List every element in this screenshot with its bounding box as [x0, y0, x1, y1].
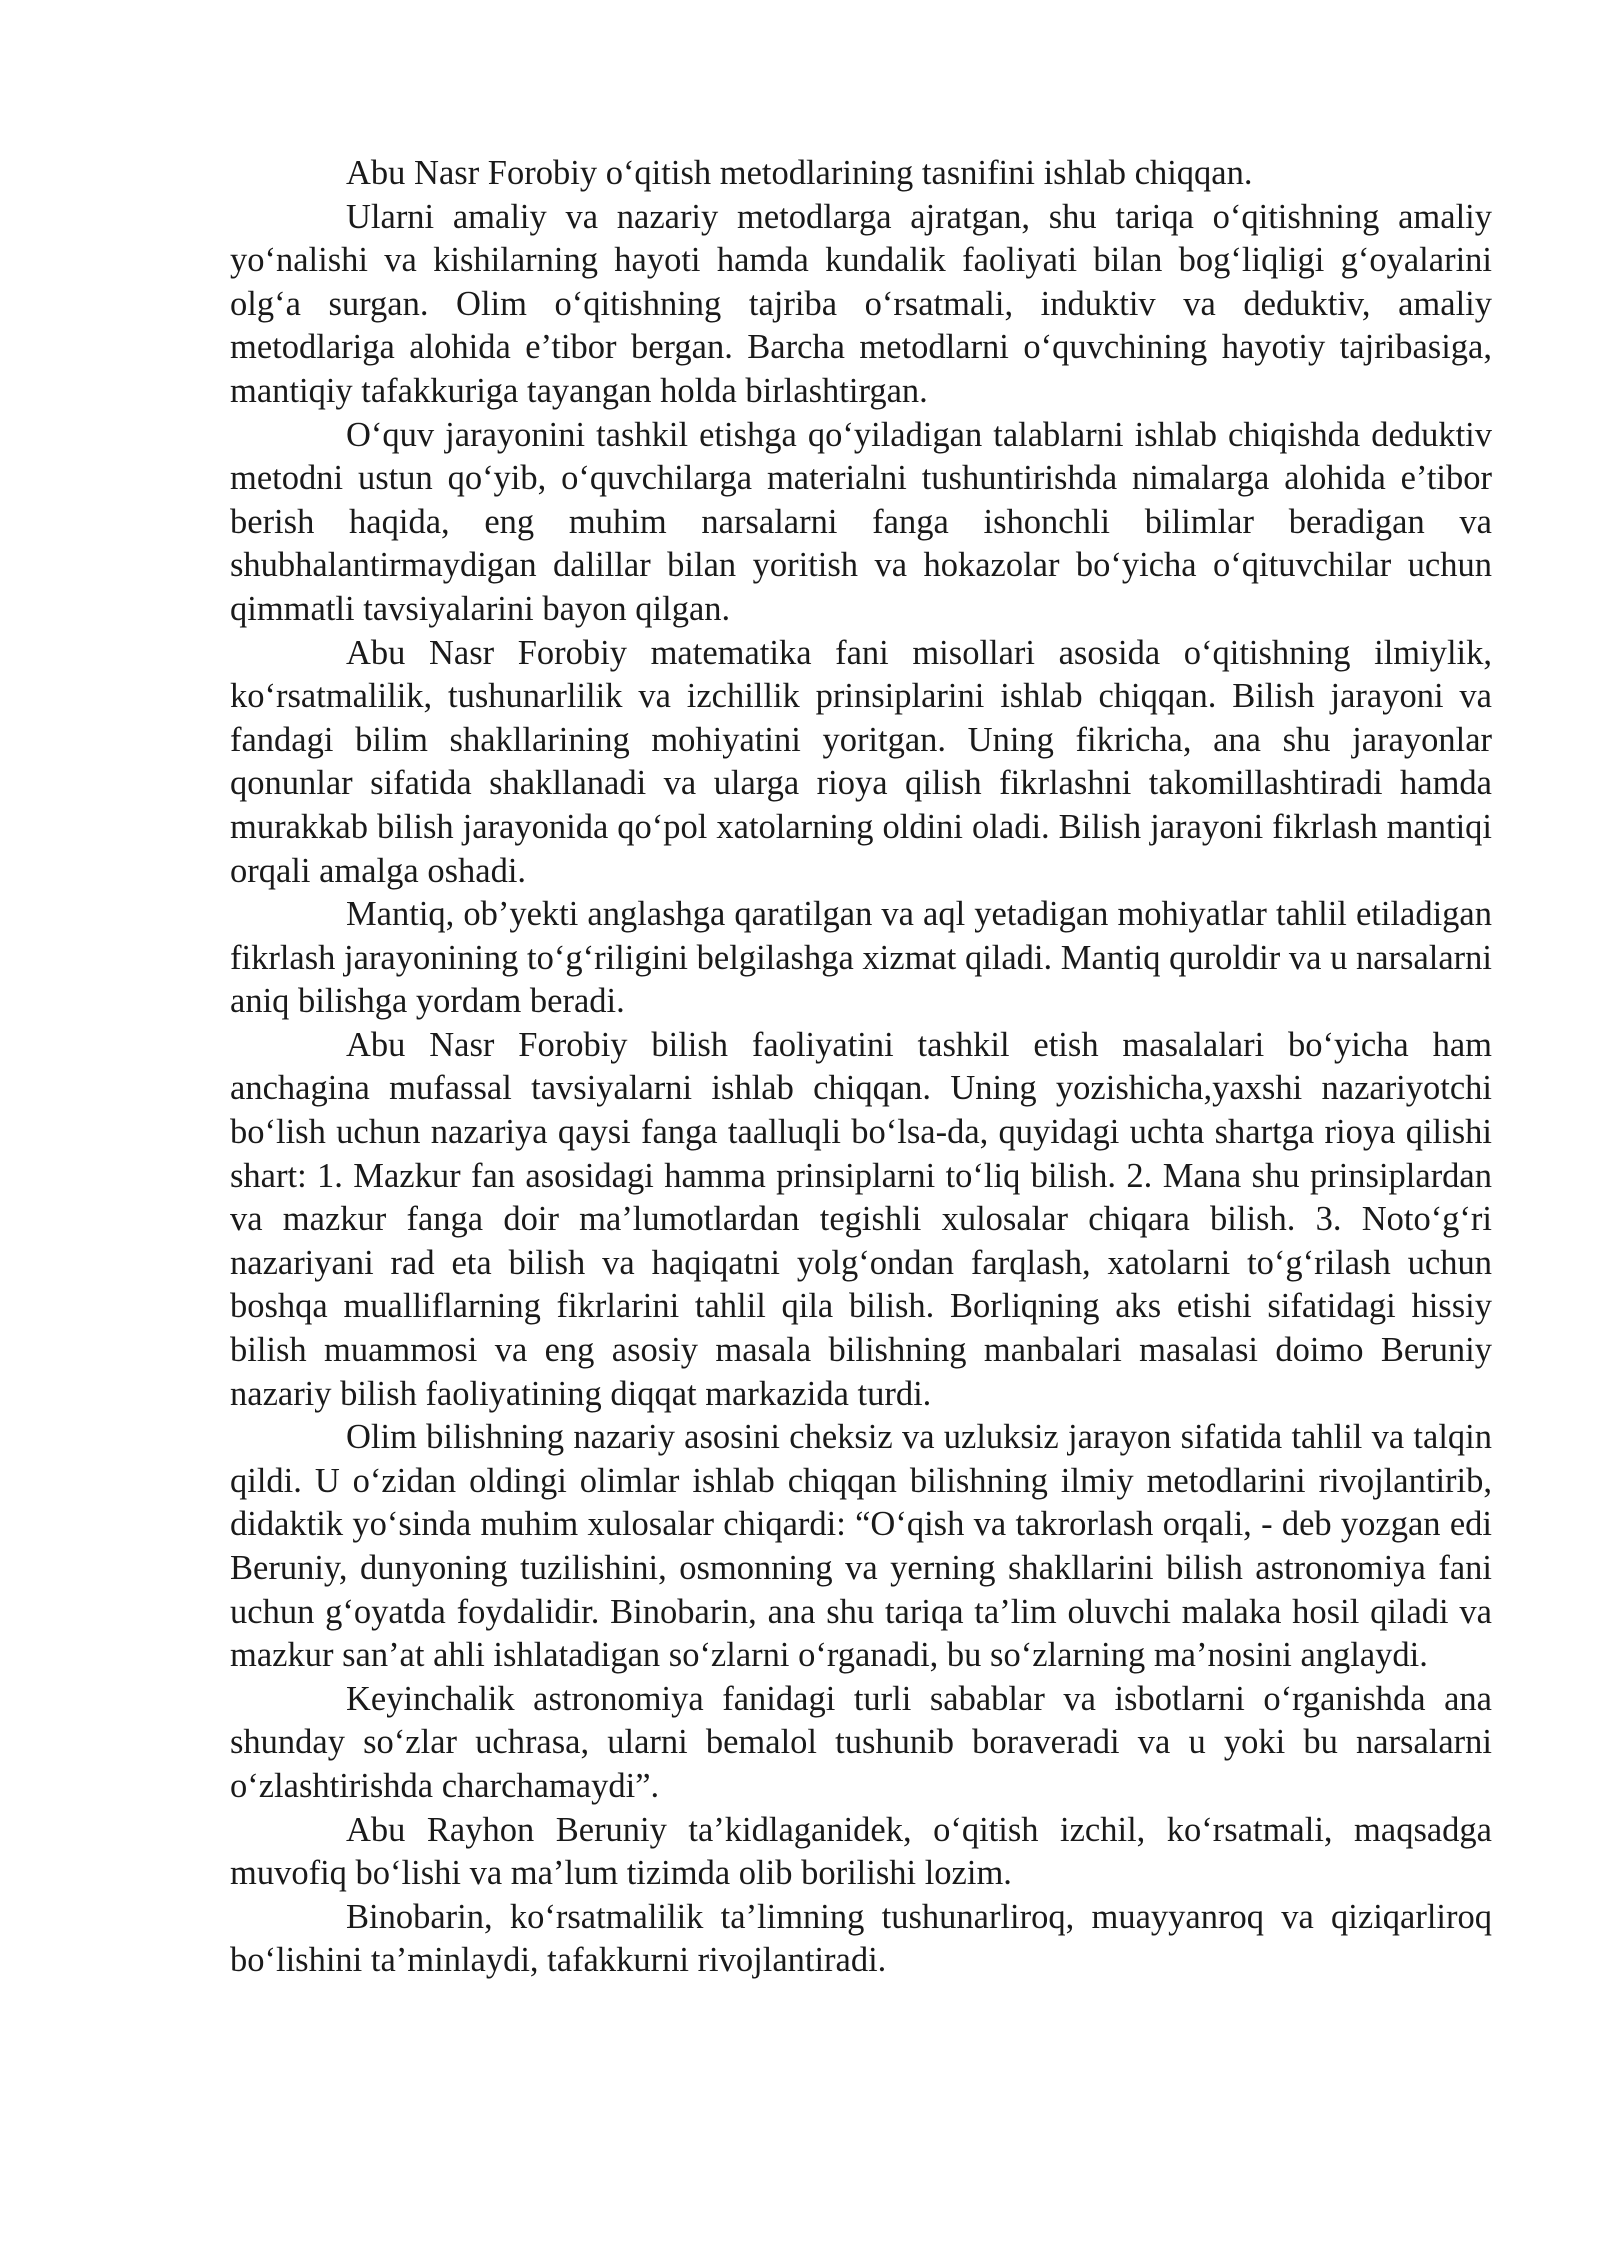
paragraph-6: Abu Nasr Forobiy bilish faoliyatini tashkil etish masalalari bo‘yicha ham anchagina mufassal tavsiyalarni ishlab chiqqan. Uning yozishicha,yaxshi nazariyotchi bo‘lish uchun nazariya qaysi fanga taalluqli bo‘lsa-da, quyidagi uchta shartga rioya qilishi shart: 1. Mazkur fan asosidagi hamma prinsiplarni to‘liq bilish. 2. Mana shu prinsiplardan va mazkur fanga doir ma’lumotlardan tegishli xulosalar chiqara bilish. 3. Noto‘g‘ri nazariyani rad eta bilish va haqiqatni yolg‘ondan farqlash, xatolarni to‘g‘rilash uchun boshqa mualliflarning fikrlarini tahlil qila bilish. Borliqning aks etishi sifatidagi hissiy bilish muammosi va eng asosiy masala bilishning manbalari masalasi doimo Beruniy nazariy bilish faoliyatining diqqat markazida turdi.: [230, 1025, 1492, 1413]
paragraph-2: Ularni amaliy va nazariy metodlarga ajratgan, shu tariqa o‘qitishning amaliy yo‘nalishi va kishilarning hayoti hamda kundalik faoliyati bilan bog‘liqligi g‘oyalarini olg‘a surgan. Olim o‘qitishning tajriba o‘rsatmali, induktiv va deduktiv, amaliy metodlariga alohida e’tibor bergan. Barcha metodlarni o‘quvchining hayotiy tajribasiga, mantiqiy tafakkuriga tayangan holda birlashtirgan.: [230, 197, 1492, 410]
paragraph-8: Keyinchalik astronomiya fanidagi turli sabablar va isbotlarni o‘rganishda ana shunday so‘zlar uchrasa, ularni bemalol tushunib boraveradi va u yoki bu narsalarni o‘zlashtirishda charchamaydi”.: [230, 1679, 1492, 1805]
paragraph-10: Binobarin, ko‘rsatmalilik ta’limning tushunarliroq, muayyanroq va qiziqarliroq bo‘lishini ta’minlaydi, tafakkurni rivojlantiradi.: [230, 1897, 1492, 1980]
paragraph-7: Olim bilishning nazariy asosini cheksiz va uzluksiz jarayon sifatida tahlil va talqin qildi. U o‘zidan oldingi olimlar ishlab chiqqan bilishning ilmiy metodlarini rivojlantirib, didaktik yo‘sinda muhim xulosalar chiqardi: “O‘qish va takrorlash orqali, - deb yozgan edi Beruniy, dunyoning tuzilishini, osmonning va yerning shakllarini bilish astronomiya fani uchun g‘oyatda foydalidir. Binobarin, ana shu tariqa ta’lim oluvchi malaka hosil qiladi va mazkur san’at ahli ishlatadigan so‘zlarni o‘rganadi, bu so‘zlarning ma’nosini anglaydi.: [230, 1418, 1492, 1675]
paragraph-4: Abu Nasr Forobiy matematika fani misollari asosida o‘qitishning ilmiylik, ko‘rsatmalilik, tushunarlilik va izchillik prinsiplarini ishlab chiqqan. Bilish jarayoni va fandagi bilim shakllarining mohiyatini yoritgan. Uning fikricha, ana shu jarayonlar qonunlar sifatida shakllanadi va ularga rioya qilish fikrlashni takomillashtiradi hamda murakkab bilish jarayonida qo‘pol xatolarning oldini oladi. Bilish jarayoni fikrlash mantiqi orqali amalga oshadi.: [230, 633, 1492, 890]
paragraph-5: Mantiq, ob’yekti anglashga qaratilgan va aql yetadigan mohiyatlar tahlil etiladigan fikrlash jarayonining to‘g‘riligini belgilashga xizmat qiladi. Mantiq quroldir va u narsalarni aniq bilishga yordam beradi.: [230, 895, 1492, 1021]
paragraph-9: Abu Rayhon Beruniy ta’kidlaganidek, o‘qitish izchil, ko‘rsatmali, maqsadga muvofiq bo‘lishi va ma’lum tizimda olib borilishi lozim.: [230, 1810, 1492, 1893]
document-body: [230, 152, 1492, 1983]
paragraph-3: O‘quv jarayonini tashkil etishga qo‘yiladigan talablarni ishlab chiqishda deduktiv metodni ustun qo‘yib, o‘quvchilarga materialni tushuntirishda nimalarga alohida e’tibor berish haqida, eng muhim narsalarni fanga ishonchli bilimlar beradigan va shubhalantirmaydigan dalillar bilan yoritish va hokazolar bo‘yicha o‘qituvchilar uchun qimmatli tavsiyalarini bayon qilgan.: [230, 415, 1492, 628]
paragraph-1: Abu Nasr Forobiy o‘qitish metodlarining tasnifini ishlab chiqqan.: [346, 154, 1253, 192]
